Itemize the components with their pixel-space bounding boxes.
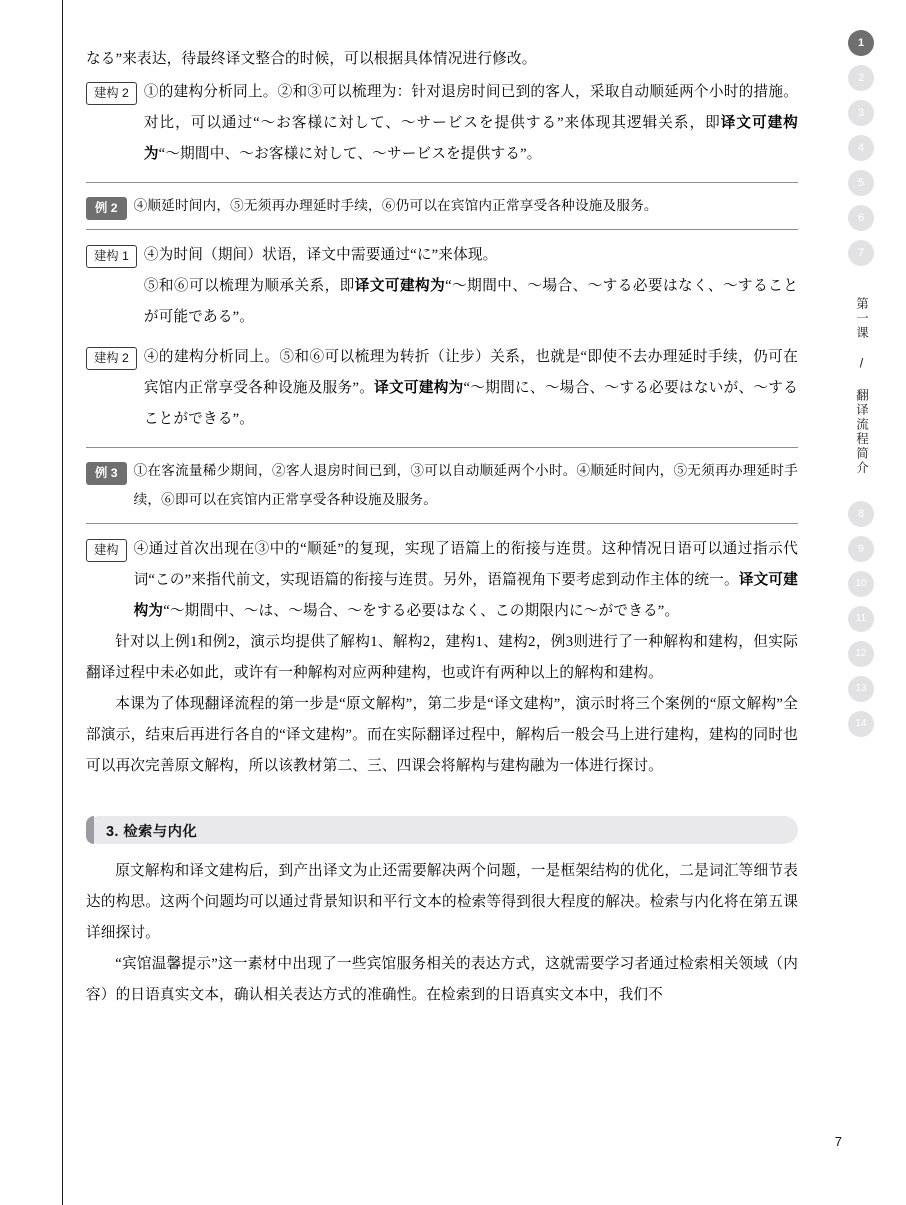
emphasis-yiwen-kejiangou: 译文可建构为 xyxy=(143,115,798,162)
left-margin-rule xyxy=(62,0,63,1205)
chapter-chip-2[interactable]: 2 xyxy=(848,65,874,91)
text-part-1: ①的建构分析同上。②和③可以梳理为：针对退房时间已到的客人，采取自动顺延两个小时的措施。对比，可以通过“～お客様に対して、～サービスを提供する”来体现其逻辑关系，即 xyxy=(143,84,798,131)
block-jiangou-2-second xyxy=(86,342,798,435)
section-accent-bar xyxy=(86,816,94,844)
text-part-1: ④通过首次出现在③中的“顺延”的复现，实现了语篇上的衔接与连贯。这种情况日语可以通过指示代词“この”来指代前文，实现语篇的衔接与连贯。另外，语篇视角下要考虑到动作主体的统一。 xyxy=(133,541,798,588)
chapter-tab-rail xyxy=(842,30,880,746)
chapter-chip-12[interactable]: 12 xyxy=(848,641,874,667)
page-number: 7 xyxy=(834,1134,842,1149)
text-part-2: “～期間中、～場合、～する必要はなく、～することが可能である”。 xyxy=(143,278,798,325)
chapter-chip-4[interactable]: 4 xyxy=(848,135,874,161)
block-jiangou-1 xyxy=(86,240,798,333)
tag-jiangou-2: 建构 2 xyxy=(86,347,137,370)
section-heading-3 xyxy=(86,816,798,844)
example-body xyxy=(127,192,798,221)
block-line-2 xyxy=(144,271,798,333)
tag-jiangou-2: 建构 2 xyxy=(86,82,137,105)
block-body xyxy=(127,534,798,627)
paragraph-summary-2: 本课为了体现翻译流程的第一步是“原文解构”，第二步是“译文建构”，演示时将三个案例的“原文解构”全部演示，结束后再进行各自的“译文建构”。而在实际翻译过程中，解构后一般会马上进行建构，建构的同时也可以再次完善原文解构，所以该教材第二、三、四课会将解构与建构融为一体进行探讨。 xyxy=(86,696,798,774)
tag-cell xyxy=(86,342,137,370)
paragraph-summary-1: 针对以上例1和例2，演示均提供了解构1、解构2，建构1、建构2，例3则进行了一种解构和建构，但实际翻译过程中未必如此，或许有一种解构对应两种建构，也或许有两种以上的解构和建构。 xyxy=(86,634,798,681)
chapter-chip-10[interactable]: 10 xyxy=(848,571,874,597)
chapter-chip-9[interactable]: 9 xyxy=(848,536,874,562)
chapter-chip-1[interactable]: 1 xyxy=(848,30,874,56)
tag-cell xyxy=(86,192,127,220)
emphasis-yiwen-kejiangou: 译文可建构为 xyxy=(133,572,798,619)
tag-example-2: 例 2 xyxy=(86,197,127,220)
text-part-2: “～期間に、～場合、～する必要はないが、～することができる”。 xyxy=(143,380,799,427)
block-text xyxy=(144,342,798,435)
block-body xyxy=(137,342,798,435)
chapter-chip-5[interactable]: 5 xyxy=(848,170,874,196)
block-text xyxy=(144,77,798,170)
chapter-chip-8[interactable]: 8 xyxy=(848,501,874,527)
tag-jiangou-1: 建构 1 xyxy=(86,245,137,268)
text-part-2: “～期間中、～お客様に対して、～サービスを提供する”。 xyxy=(158,146,542,162)
text-part-2: “～期間中、～は、～場合、～をする必要はなく、この期限内に～ができる”。 xyxy=(163,603,680,619)
tag-cell xyxy=(86,457,127,485)
chapter-chip-11[interactable]: 11 xyxy=(848,606,874,632)
chapter-chip-13[interactable]: 13 xyxy=(848,676,874,702)
example-text: ①在客流量稀少期间，②客人退房时间已到，③可以自动顺延两个小时。④顺延时间内，⑤无须再办理延时手续，⑥即可以在宾馆内正常享受各种设施及服务。 xyxy=(133,463,798,508)
paragraph-continued: なる”来表达，待最终译文整合的时候，可以根据具体情况进行修改。 xyxy=(86,51,537,67)
chapter-chip-14[interactable]: 14 xyxy=(848,711,874,737)
text-part-1: ⑤和⑥可以梳理为顺承关系，即 xyxy=(143,278,355,294)
emphasis-yiwen-kejiangou: 译文可建构为 xyxy=(374,380,464,396)
text-column xyxy=(86,44,798,1011)
paragraph-section3-1: 原文解构和译文建构后，到产出译文为止还需要解决两个问题，一是框架结构的优化，二是词汇等细节表达的构思。这两个问题均可以通过背景知识和平行文本的检索等得到很大程度的解决。检索与内化将在第五课详细探讨。 xyxy=(86,863,798,941)
block-text xyxy=(134,534,798,627)
tag-cell xyxy=(86,534,127,562)
block-jiangou-final xyxy=(86,534,798,627)
example-text: ④顺延时间内，⑤无须再办理延时手续，⑥仍可以在宾馆内正常享受各种设施及服务。 xyxy=(133,198,658,214)
chapter-chip-6[interactable]: 6 xyxy=(848,205,874,231)
chapter-chip-7[interactable]: 7 xyxy=(848,240,874,266)
example-box-2 xyxy=(86,182,798,230)
tag-example-3: 例 3 xyxy=(86,462,127,485)
example-row xyxy=(86,192,798,221)
tag-cell xyxy=(86,240,137,268)
block-body xyxy=(137,240,798,333)
section-heading-label: 3. 检索与内化 xyxy=(106,823,198,840)
example-box-3 xyxy=(86,447,798,524)
tag-cell xyxy=(86,77,137,105)
example-row xyxy=(86,457,798,515)
emphasis-yiwen-kejiangou: 译文可建构为 xyxy=(354,278,446,294)
block-body xyxy=(137,77,798,170)
tag-jiangou: 建构 xyxy=(86,539,127,562)
example-body xyxy=(127,457,798,515)
running-chapter-title: 第一课 / 翻译流程简介 xyxy=(854,296,869,476)
chapter-chip-3[interactable]: 3 xyxy=(848,100,874,126)
text-part-1: ④的建构分析同上。⑤和⑥可以梳理为转折（让步）关系，也就是“即使不去办理延时手续，仍可在宾馆内正常享受各种设施及服务”。 xyxy=(143,349,798,396)
paragraph-section3-2: “宾馆温馨提示”这一素材中出现了一些宾馆服务相关的表达方式，这就需要学习者通过检索相关领域（内容）的日语真实文本，确认相关表达方式的准确性。在检索到的日语真实文本中，我们不 xyxy=(86,956,798,1003)
block-line-1: ④为时间（期间）状语，译文中需要通过“に”来体现。 xyxy=(143,247,498,263)
block-jiangou-2-first xyxy=(86,77,798,170)
